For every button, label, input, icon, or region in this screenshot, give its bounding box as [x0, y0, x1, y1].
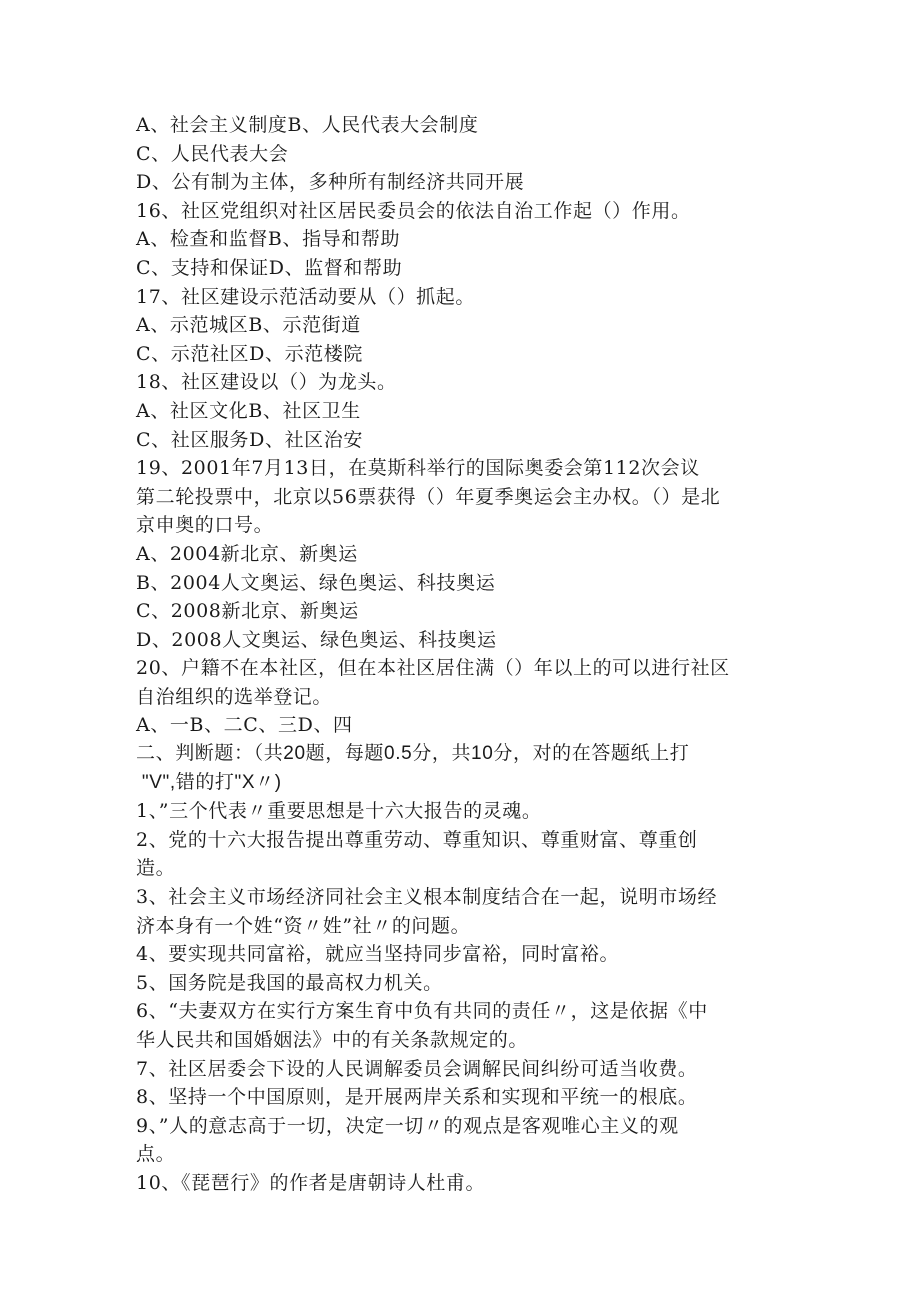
text-line: A、检查和监督B、指导和帮助 — [136, 228, 401, 251]
text-line: 京申奥的口号。 — [136, 514, 274, 537]
text-line: C、社区服务D、社区治安 — [136, 428, 363, 451]
judgement-7: 7、社区居委会下设的人民调解委员会调解民间纠纷可适当收费。 — [136, 1057, 698, 1080]
document-page — [136, 111, 796, 1198]
judgement-5: 5、国务院是我国的最高权力机关。 — [136, 971, 443, 994]
text-line: D、2008人文奥运、绿色奥运、科技奥运 — [136, 628, 497, 651]
question-16: 16、社区党组织对社区居民委员会的依法自治工作起（）作用。 — [136, 199, 691, 222]
text-line: D、公有制为主体，多种所有制经济共同开展 — [136, 171, 525, 194]
text-line: 点。 — [136, 1143, 176, 1166]
text-line: A、示范城区B、示范街道 — [136, 314, 361, 337]
judgement-8: 8、坚持一个中国原则，是开展两岸关系和实现和平统一的根底。 — [136, 1086, 698, 1109]
text-line: A、社区文化B、社区卫生 — [136, 399, 361, 422]
judgement-9: 9、”人的意志高于一切，决定一切〃的观点是客观唯心主义的观 — [136, 1114, 679, 1137]
section-heading-cont: "V",错的打"X〃) — [136, 771, 282, 793]
question-20: 20、户籍不在本社区，但在本社区居住满（）年以上的可以进行社区 — [136, 657, 730, 680]
text-line: 自治组织的选举登记。 — [136, 685, 333, 708]
judgement-4: 4、要实现共同富裕，就应当坚持同步富裕，同时富裕。 — [136, 943, 620, 966]
judgement-1: 1、”三个代表〃重要思想是十六大报告的灵魂。 — [136, 800, 542, 823]
text-line: C、人民代表大会 — [136, 142, 289, 165]
text-line: 济本身有一个姓“资〃姓”社〃的问题。 — [136, 914, 471, 937]
text-line: A、一B、二C、三D、四 — [136, 714, 353, 737]
text-line: C、支持和保证D、监督和帮助 — [136, 256, 403, 279]
text-line: 第二轮投票中，北京以56票获得（）年夏季奥运会主办权。（）是北 — [136, 485, 721, 508]
text-line: B、2004人文奥运、绿色奥运、科技奥运 — [136, 571, 496, 594]
question-17: 17、社区建设示范活动要从（）抓起。 — [136, 285, 475, 308]
section-heading: 二、判断题：（共20题，每题0.5分，共10分，对的在答题纸上打 — [136, 743, 690, 765]
judgement-3: 3、社会主义市场经济同社会主义根本制度结合在一起，说明市场经 — [136, 886, 718, 909]
text-line: A、社会主义制度B、人民代表大会制度 — [136, 114, 479, 136]
judgement-10: 10、《琵琶行》的作者是唐朝诗人杜甫。 — [136, 1171, 486, 1194]
text-line: C、2008新北京、新奥运 — [136, 600, 359, 623]
text-line: A、2004新北京、新奥运 — [136, 542, 358, 565]
question-18: 18、社区建设以（）为龙头。 — [136, 371, 397, 394]
text-line: 造。 — [136, 857, 176, 880]
text-line: 华人民共和国婚姻法》中的有关条款规定的。 — [136, 1029, 529, 1051]
judgement-2: 2、党的十六大报告提出尊重劳动、尊重知识、尊重财富、尊重创 — [136, 828, 698, 851]
text-line: C、示范社区D、示范楼院 — [136, 342, 363, 365]
question-19: 19、2001年7月13日，在莫斯科举行的国际奥委会第112次会议 — [136, 457, 700, 480]
judgement-6: 6、“夫妻双方在实行方案生育中负有共同的责任〃，这是依据《中 — [136, 1000, 708, 1023]
